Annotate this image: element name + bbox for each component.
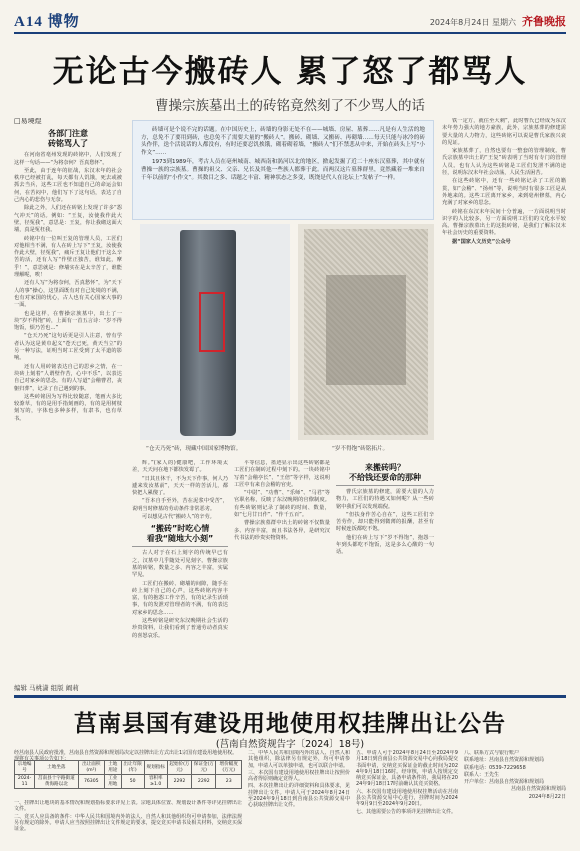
paragraph: 砖铭在东汉末年民间十分普遍，一方面说明当时识字的人比较多，另一方面说明工匠们的文化水平较高。曹操宗族墓出土的这批砖铭，是我们了解东汉末年社会历史的重要资料。	[442, 208, 566, 237]
highlight-box	[199, 292, 225, 352]
paragraph: 联系电话：0539-7229658	[464, 764, 526, 771]
paragraph: 一、挂牌出让地块的基本情况和规划指标要求详见上表。宗地具体位置、规划设计条件等详见挂牌出让文件。	[14, 800, 242, 813]
table-header: 增价幅度(万元)	[216, 761, 242, 775]
rubbing-inscription	[326, 275, 406, 385]
paragraph: 这些砖铭是研究东汉晚期社会生活的珍贵资料，让我们看到了普通劳动者真实的喜怒哀乐。	[132, 618, 228, 639]
photo-caption-2: “岁不得饱”砖铭拓片。	[332, 446, 389, 452]
paragraph: 曹氏宗族墓的修建，需要大量的人力物力，工匠们的待遇又如何呢？从一些砖铭中我们可以发现端倪。	[336, 489, 434, 510]
announcement-col-c	[464, 750, 566, 842]
paper-name: 齐鲁晚报	[522, 15, 566, 28]
announcement-title: 莒南县国有建设用地使用权挂牌出让公告	[74, 710, 506, 737]
intro-paragraph-1: 砖墙可是个说不完的话题。在中国历史上，砖墙的身影无处不在——城墙、房屋、墓葬……凡是有人生活的地方，总免不了要用到砖，也总免不了需要大量的“搬砖人”。搬砖、砌墙、又搬砖、再砌墙……每天只能与冰冷的砖头作伴，迭个活说话的人都没有，有时还要忍饥挨饿，砌着砌着墙，“搬砖人”们不禁悲从中来，开始在砖头上写“小作文”……	[141, 127, 425, 156]
table-cell: 工业用地	[105, 775, 122, 789]
paragraph: “但扶身作苦心自在”，这些工匠们辛苦劳作，却只能得到微薄的报酬，甚至有时候连饭都吃不饱。	[336, 511, 434, 533]
announcement-col-a	[248, 750, 350, 842]
paragraph: 铁一定方，就住至大刺”，此时曹氏已经成为东汉末年势力强大的地方豪族，此外，宗族墓葬的修建需要大量的人力物力，这些砖铭可以说是曹氏家族兴衰的见证。	[442, 118, 566, 146]
table-cell: 2292	[192, 775, 216, 789]
article-column-3b	[336, 460, 434, 694]
paragraph: 五、申请人可于2024年8月24日至2024年9月18日到莒南县公共资源交易中心向我局提交书面申请，交纳竞买保证金的截止时间为2024年9月18日16时。经审核，申请人按规定交纳竞买保证金，具备申请条件的，我局将在2024年9月18日17时前确认其竞买资格。	[356, 750, 458, 788]
issue-date-signature: 2024年8月22日	[528, 793, 566, 800]
page-number: A14	[14, 14, 43, 30]
paragraph: “中尉”、“功曹”、“乐师”、“马君”等官职名称，反映了东汉晚期的官僚制度。有些砖铭则记录了制砖的时间、数量，如“七月廿日作”、“作千五百”。	[234, 490, 330, 519]
paragraph: 二、竞买人应具备的条件：中华人民共和国境内外的法人、自然人和其他组织均可申请参加，法律法规另有规定的除外。申请人应当按照挂牌出让文件规定的要求，提交竞买申请书及相关材料，交纳竞买保证金。	[14, 813, 242, 833]
paragraph: 三、本次国有建设用地使用权挂牌出让按照价高者得原则确定竞得人。	[248, 769, 350, 783]
table-header-row	[15, 761, 242, 775]
section-heading-2: “搬砖”时吃心情 看我“随地大小刻”	[132, 524, 228, 547]
paragraph: 八、联系方式与银行账户	[464, 750, 520, 756]
paragraph: 除此之外，人们还在砖铭上发现了许多“怨气冲天”的话。例如：“王复，汝使我作此大壁，径冤我”，意思是：王复，你让我砌这面大墙，真是冤枉我。	[14, 205, 122, 234]
paragraph: 平等信息，墨迹显示出这些砖铭都是工匠们在制砖过程中刻下的。一块砖铭中写着“会稽亭长”、“王倍”等字样，这说明工匠中有来自会稽的官吏。	[234, 460, 330, 488]
article-column-1	[14, 118, 122, 680]
section-heading-1: 各部门注意 砖铭骂人了	[48, 129, 88, 149]
table-cell: 容积率≥1.0	[144, 775, 167, 789]
paragraph: 这些砖铭因为写得比较随意，笔画大多比较潦草，有的是用手指刻画的，有的是用树枝刻写的，字体也多种多样，有隶书，也有草书。	[14, 393, 122, 422]
section-name: 博物	[47, 14, 80, 30]
intro-box	[132, 120, 434, 220]
paragraph: 古人对于在石上刻字的传统早已有之，汉墓中几乎随处可见刻字。曹操宗族墓的砖铭，数量之多、内容之丰富，实属罕见。	[132, 550, 228, 579]
announcement-subtitle: (莒南自然资规告字〔2024〕18号)	[215, 739, 365, 750]
table-header: 规划指标	[144, 761, 167, 775]
issue-date: 2024年8月24日	[429, 18, 490, 27]
article-column-4	[442, 118, 566, 680]
table-cell: 2292	[167, 775, 191, 789]
table-header: 保证金(万元)	[192, 761, 216, 775]
table-cell: 50	[121, 775, 144, 789]
source-credit: 据“国家人文历史”公众号	[452, 238, 511, 245]
table-header: 出让面积(m²)	[78, 761, 104, 775]
brick-photo	[140, 224, 290, 440]
announcement-body-left	[14, 800, 242, 842]
table-row	[15, 775, 242, 789]
table-cell: 莒南县十字路街道黄海路以北	[35, 775, 78, 789]
page-number-section	[14, 10, 80, 31]
table-header: 土地坐落	[35, 761, 78, 775]
paragraph: 还有人写“为将奈何，吾真愁怀”，为“天下人的事”操心，这里面既有对自己处境的不满，也有对家国的忧心，古人也有关心国家大事的一面。	[14, 280, 122, 309]
paragraph: 也是这样，在曹操宗族墓中，出土了一块“岁不得饱”砖，上面有一首五言诗：“岁不得饱饭，烦乃苦也…”	[14, 310, 122, 332]
photo-caption-1: “仓天乃死”砖，现藏中国国家博物馆。	[146, 446, 242, 452]
paragraph: 在这些砖铭中，还有一些砖铭记录了工匠的籍贯，如“会稽”、“扬州”等，说明当时有很多工匠是从外地来的。这些工匠离开家乡，来到亳州修墓，内心充满了对家乡的思念。	[442, 178, 566, 207]
rubbing-photo	[298, 224, 434, 440]
paragraph: 家族墓葬了，自然也要有一整套的管理制度。曹氏宗族墓中出土的“王复”砖表明了当时有专门的管理人员。也有人认为这些砖铭是工匠们发泄不满的途径，说明东汉末年社会动荡，人民生活困苦。	[442, 148, 566, 177]
table-header: 起始价(万元)	[167, 761, 191, 775]
article-column-3a	[234, 460, 330, 694]
table-cell: 23	[216, 775, 242, 789]
paragraph: “吾本自手至外，苦在泥浆中受苦”，说明当时修墓的劳动条件非常恶劣。	[132, 498, 228, 512]
paragraph: 工匠们在搬砖、砌墙的间隙，随手在砖上刻下自己的心声，这些砖铭内容丰富，有的抱怨工作辛苦，有的记录生活琐事，有的发泄对管理者的不满，有的表达对家乡的思念……	[132, 580, 228, 616]
table-cell: 76305	[78, 775, 104, 789]
table-cell: 2024-11	[15, 775, 35, 789]
weekday: 星期六	[492, 18, 516, 27]
paragraph: 开户单位：莒南县自然资源和规划局	[464, 779, 545, 786]
paragraph: 他们在砖上写下“岁不得饱”，抱怨一年到头都吃不饱饭，这是多么心酸的一句话。	[336, 534, 434, 556]
paragraph: 曹操宗族墓群中出土的砖铭不仅数量多、内容丰富，而且书法各异，是研究汉代书法的珍贵实物资料。	[234, 520, 330, 541]
rubbing-image	[304, 229, 428, 435]
paragraph: 在河南省亳州发现的砖铭中，人们发现了这样一句话——“为将奈何？吾真愁怀”。	[14, 152, 122, 166]
table-header: 宗地编号	[15, 761, 35, 775]
article-column-2	[132, 460, 228, 694]
brick-image	[180, 230, 236, 436]
announcement-col-b	[356, 750, 458, 842]
paragraph: 七、其他需要公告的事项详见挂牌出让文件。	[356, 808, 457, 815]
paragraph: 六、本次国有建设用地使用权挂牌活动在莒南县公共资源交易中心进行，挂牌时间为2024年9月9日至2024年9月20日。	[356, 788, 458, 808]
paragraph: 还有人用砖铭表达自己的思乡之情，在一块砖上刻着“人谓壁作苦，心中不乐”，以表达自己对家乡的思念。有的人写道“会稽曹君，丧躯归葬”，记录了自己遇到的事。	[14, 363, 122, 392]
land-table	[14, 760, 242, 789]
paragraph: “仓天乃死”这句话更是引人注意，曾有学者认为这是黄巾起义“苍天已死，黄天当立”的另一种写法，证明当时工匠受到了太平道的影响。	[14, 333, 122, 362]
editor-line: 编辑 马桃潇 组版 阚莉	[14, 684, 79, 692]
paragraph: 砖铭中有一位叫王复的管理人员，工匠们对他相当不满，有人在砖上写下“王复，汝使我作此大壁，径冤我”，痛斥王复让他们干这么辛苦的活，还有人写“作壁正独苦，谁知此，摩乎！”，意思就是：修墙实在是太辛苦了，谁能理解呢，唉！	[14, 235, 122, 279]
paragraph: 二、中华人民共和国境内外的法人、自然人和其他组织，除法律另有规定外，均可申请参加，申请人可以单独申请，也可以联合申请。	[248, 750, 350, 769]
paragraph: 至此，由于连年的征战，东汉末年的社会秩序已经被打乱，每天都有人饥饿，死去或被抓去当兵，这些工匠也不知道自己的命运会如何，在苦闷中，他们写下了这句话，表达了自己内心的悲伤与无奈。	[14, 167, 122, 204]
paragraph: 辉。”(家人的)健康吧，工作环境太差，天天问在地下都快发霉了。	[132, 460, 228, 474]
intro-paragraph-2: 1973到1989年，考古人员在亳州城南、城西南和涡河以北的地区，掀起发掘了近二十座东汉墓葬，其中就有曹操一族的宗族墓。曹操的祖父、父亲、兄长及其他一些族人都葬于此。而两汉这片墓葬群里，竟然藏着一堆来自千年以前的“小作文”。其数目之多、话题之丰富、精神状态之多变，既饶是代人在论坛上“发帖子”一样。	[141, 159, 425, 181]
paragraph: 联系人：王先生	[464, 771, 500, 778]
section-divider	[14, 695, 566, 698]
announcement-intro: 经莒南县人民政府批准，莒南县自然资源和规划局决定以挂牌出让方式出让1宗国有建设用地使用权。现将有关事项公告如下：	[14, 750, 238, 762]
subheadline: 曹操宗族墓出土的砖铭竟然刻了不少骂人的话	[155, 98, 425, 114]
header-meta	[430, 13, 566, 29]
section-heading-3: 来搬砖吗？ 不给钱还要命的那种	[336, 463, 434, 486]
table-header: 土地用途	[105, 761, 122, 775]
headline: 无论古今搬砖人 累了怒了都骂人	[52, 54, 528, 90]
paragraph: “日其且休干，不为天下作事，何人乃遽来发汝墓前”，天天一样的苦活儿，都快把人累傻了。	[132, 475, 228, 497]
paragraph: 联系地址：莒南县自然资源和规划局	[464, 757, 545, 764]
page-header	[14, 10, 566, 34]
paragraph: 四、本次挂牌出让的详细资料和具体要求，见挂牌出让文件。申请人可于2024年8月24日至2024年9月18日到莒南县公共资源交易中心获取挂牌出让文件。	[248, 783, 350, 809]
issuer-signature: 莒南县自然资源和规划局	[510, 786, 566, 793]
paragraph: 可以想见古代“搬砖人”的辛劳。	[142, 514, 215, 521]
byline: □易境煜	[14, 118, 42, 125]
table-header: 出让年限(年)	[121, 761, 144, 775]
